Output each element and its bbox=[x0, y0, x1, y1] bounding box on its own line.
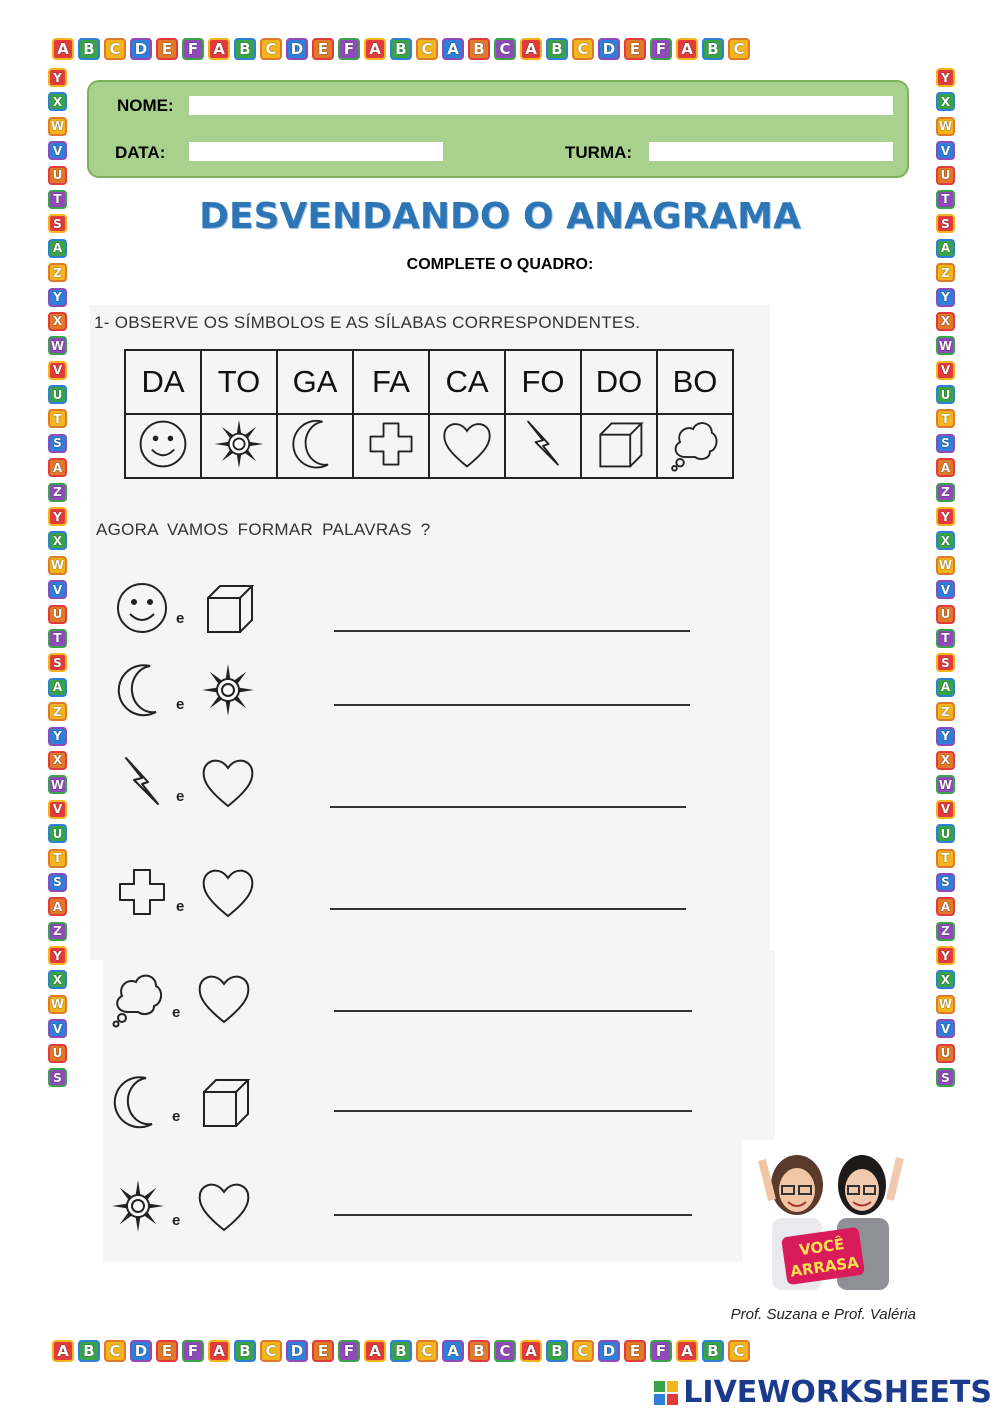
moon-icon bbox=[287, 416, 343, 472]
letter-block: Y bbox=[48, 288, 67, 307]
symbol-cell bbox=[353, 414, 429, 478]
letter-block: F bbox=[650, 38, 672, 60]
class-label: TURMA: bbox=[565, 143, 633, 162]
letter-block: A bbox=[936, 239, 955, 258]
letter-block: U bbox=[48, 166, 67, 185]
letter-block: Z bbox=[936, 702, 955, 721]
letter-block: S bbox=[48, 653, 67, 672]
syllable-text: DO bbox=[595, 364, 643, 399]
letter-block: A bbox=[364, 1340, 386, 1362]
letter-block: Z bbox=[936, 483, 955, 502]
exercise-row bbox=[112, 752, 712, 822]
letter-block: E bbox=[624, 38, 646, 60]
badge-line-1: VOCÊ bbox=[798, 1235, 846, 1260]
letter-block: S bbox=[936, 653, 955, 672]
letter-block: B bbox=[468, 1340, 490, 1362]
letter-block: X bbox=[48, 92, 67, 111]
symbol-cell bbox=[581, 414, 657, 478]
letter-block: T bbox=[48, 629, 67, 648]
letter-block: E bbox=[312, 1340, 334, 1362]
letter-block: C bbox=[494, 1340, 516, 1362]
letter-block: Y bbox=[936, 507, 955, 526]
heart-icon bbox=[194, 1176, 254, 1236]
letter-block: A bbox=[52, 1340, 74, 1362]
letter-block: Y bbox=[48, 507, 67, 526]
badge-line-2: ARRASA bbox=[789, 1253, 860, 1281]
syllable-cell bbox=[277, 350, 353, 414]
letter-block: Z bbox=[936, 263, 955, 282]
letter-block: A bbox=[364, 38, 386, 60]
heart-icon bbox=[439, 416, 495, 472]
letter-block: U bbox=[48, 824, 67, 843]
letter-block: U bbox=[48, 385, 67, 404]
sun-icon bbox=[211, 416, 267, 472]
moon-icon bbox=[112, 660, 172, 720]
letter-block: E bbox=[624, 1340, 646, 1362]
letter-block: V bbox=[48, 361, 67, 380]
letter-block: F bbox=[338, 1340, 360, 1362]
symbol-cell bbox=[201, 414, 277, 478]
answer-line[interactable] bbox=[330, 908, 686, 910]
letter-block: S bbox=[48, 1068, 67, 1087]
teachers-mascot-illustration bbox=[742, 1140, 912, 1305]
answer-line[interactable] bbox=[330, 806, 686, 808]
letter-block: U bbox=[48, 1044, 67, 1063]
letter-block: V bbox=[936, 361, 955, 380]
letter-block: X bbox=[48, 751, 67, 770]
conjunction-text: e bbox=[172, 1004, 181, 1021]
letter-block: C bbox=[104, 1340, 126, 1362]
exercise-row bbox=[112, 578, 712, 648]
cube-icon bbox=[591, 416, 647, 472]
letter-block: F bbox=[650, 1340, 672, 1362]
conjunction-text: e bbox=[176, 788, 185, 805]
exercise-first-symbol bbox=[108, 968, 168, 1033]
exercise-second-symbol bbox=[198, 578, 258, 643]
exercise-row bbox=[108, 1072, 708, 1142]
cube-icon bbox=[194, 1072, 254, 1132]
letter-block: S bbox=[936, 1068, 955, 1087]
heart-icon bbox=[198, 862, 258, 922]
exercise-row bbox=[108, 968, 708, 1038]
class-field[interactable] bbox=[649, 142, 893, 161]
letter-block: X bbox=[48, 312, 67, 331]
letter-block: Z bbox=[48, 263, 67, 282]
letter-block: T bbox=[48, 849, 67, 868]
letter-block: T bbox=[48, 190, 67, 209]
date-label: DATA: bbox=[115, 143, 166, 162]
letter-block: B bbox=[390, 1340, 412, 1362]
letter-block: A bbox=[48, 897, 67, 916]
letter-block: V bbox=[936, 800, 955, 819]
letter-block: V bbox=[48, 800, 67, 819]
exercise-second-symbol bbox=[194, 968, 254, 1033]
letter-block: W bbox=[936, 556, 955, 575]
letter-block: B bbox=[78, 1340, 100, 1362]
letter-block: A bbox=[52, 38, 74, 60]
letter-block: T bbox=[936, 849, 955, 868]
letter-block: X bbox=[48, 970, 67, 989]
letter-block: X bbox=[936, 970, 955, 989]
letter-block-border-top bbox=[52, 38, 750, 60]
syllable-text: CA bbox=[445, 364, 489, 399]
conjunction-text: e bbox=[176, 610, 185, 627]
exercise-row bbox=[112, 862, 712, 932]
symbol-cell bbox=[657, 414, 733, 478]
cross-icon bbox=[363, 416, 419, 472]
exercise-second-symbol bbox=[198, 862, 258, 927]
conjunction-text: e bbox=[172, 1108, 181, 1125]
letter-block: E bbox=[312, 38, 334, 60]
answer-line[interactable] bbox=[334, 704, 690, 706]
letter-block: Z bbox=[936, 922, 955, 941]
letter-block: C bbox=[260, 38, 282, 60]
letter-block: T bbox=[48, 409, 67, 428]
letter-block: B bbox=[468, 38, 490, 60]
letter-block: X bbox=[48, 531, 67, 550]
letter-block: C bbox=[728, 1340, 750, 1362]
letter-block: Y bbox=[936, 288, 955, 307]
date-field[interactable] bbox=[189, 142, 443, 161]
letter-block: A bbox=[208, 38, 230, 60]
letter-block: D bbox=[286, 1340, 308, 1362]
answer-line[interactable] bbox=[334, 630, 690, 632]
syllable-row bbox=[125, 350, 733, 414]
letter-block: D bbox=[130, 1340, 152, 1362]
letter-block: V bbox=[936, 141, 955, 160]
letter-block: U bbox=[48, 605, 67, 624]
exercise-first-symbol bbox=[112, 578, 172, 643]
letter-block: W bbox=[936, 336, 955, 355]
letter-block: U bbox=[936, 385, 955, 404]
letter-block: T bbox=[936, 409, 955, 428]
letter-block: A bbox=[936, 897, 955, 916]
exercise-second-symbol bbox=[194, 1072, 254, 1137]
smiley-icon bbox=[112, 578, 172, 638]
syllable-cell bbox=[429, 350, 505, 414]
letter-block: B bbox=[234, 38, 256, 60]
instruction-text: 1- OBSERVE OS SÍMBOLOS E AS SÍLABAS CORRESPONDENTES. bbox=[94, 313, 641, 332]
letter-block: V bbox=[936, 1019, 955, 1038]
letter-block: U bbox=[936, 1044, 955, 1063]
moon-icon bbox=[108, 1072, 168, 1132]
letter-block: F bbox=[182, 38, 204, 60]
letter-block: S bbox=[48, 873, 67, 892]
syllable-cell bbox=[505, 350, 581, 414]
letter-block: V bbox=[48, 141, 67, 160]
author-credit: Prof. Suzana e Prof. Valéria bbox=[730, 1306, 916, 1323]
letter-block: C bbox=[416, 38, 438, 60]
letter-block: W bbox=[48, 336, 67, 355]
letter-block: W bbox=[48, 556, 67, 575]
exercise-second-symbol bbox=[194, 1176, 254, 1241]
letter-block: A bbox=[676, 38, 698, 60]
cube-icon bbox=[198, 578, 258, 638]
heart-icon bbox=[194, 968, 254, 1028]
letter-block: E bbox=[156, 38, 178, 60]
heart-icon bbox=[198, 752, 258, 812]
letter-block: V bbox=[48, 580, 67, 599]
letter-block: A bbox=[936, 458, 955, 477]
sun-icon bbox=[198, 660, 258, 720]
letter-block: C bbox=[104, 38, 126, 60]
cloud-icon bbox=[108, 968, 168, 1028]
student-info-box bbox=[87, 80, 909, 178]
symbol-cell bbox=[125, 414, 201, 478]
exercise-second-symbol bbox=[198, 660, 258, 725]
brand-name: LIVEWORKSHEETS bbox=[683, 1375, 992, 1410]
lightning-icon bbox=[515, 416, 571, 472]
name-field[interactable] bbox=[189, 96, 893, 115]
syllable-cell bbox=[657, 350, 733, 414]
letter-block: D bbox=[286, 38, 308, 60]
syllable-cell bbox=[353, 350, 429, 414]
symbol-cell bbox=[429, 414, 505, 478]
letter-block: A bbox=[48, 458, 67, 477]
prompt-text: AGORA VAMOS FORMAR PALAVRAS ? bbox=[96, 520, 431, 539]
syllable-text: TO bbox=[217, 364, 261, 399]
letter-block: U bbox=[936, 605, 955, 624]
letter-block: B bbox=[702, 1340, 724, 1362]
letter-block: U bbox=[936, 166, 955, 185]
sun-icon bbox=[108, 1176, 168, 1236]
letter-block: S bbox=[48, 434, 67, 453]
letter-block: W bbox=[936, 117, 955, 136]
letter-block: A bbox=[676, 1340, 698, 1362]
letter-block: S bbox=[936, 214, 955, 233]
lightning-icon bbox=[112, 752, 172, 812]
exercise-row bbox=[112, 660, 712, 730]
symbol-row bbox=[125, 414, 733, 478]
letter-block: A bbox=[936, 678, 955, 697]
letter-block: Z bbox=[48, 702, 67, 721]
exercise-first-symbol bbox=[112, 660, 172, 725]
liveworksheets-icon bbox=[654, 1381, 678, 1405]
letter-block: A bbox=[442, 38, 464, 60]
letter-block: B bbox=[546, 38, 568, 60]
syllable-table bbox=[124, 349, 734, 479]
page-subtitle: COMPLETE O QUADRO: bbox=[406, 256, 594, 273]
exercise-first-symbol bbox=[112, 862, 172, 927]
letter-block: C bbox=[416, 1340, 438, 1362]
smiley-icon bbox=[135, 416, 191, 472]
letter-block: X bbox=[936, 92, 955, 111]
letter-block: X bbox=[936, 531, 955, 550]
answer-line[interactable] bbox=[334, 1214, 692, 1216]
syllable-cell bbox=[201, 350, 277, 414]
letter-block: Y bbox=[936, 946, 955, 965]
letter-block: X bbox=[936, 312, 955, 331]
answer-line[interactable] bbox=[334, 1110, 692, 1112]
letter-block-border-bottom bbox=[52, 1340, 750, 1362]
exercise-first-symbol bbox=[108, 1072, 168, 1137]
letter-block: Z bbox=[48, 922, 67, 941]
conjunction-text: e bbox=[176, 696, 185, 713]
letter-block: B bbox=[702, 38, 724, 60]
letter-block: W bbox=[48, 117, 67, 136]
letter-block: B bbox=[546, 1340, 568, 1362]
letter-block: D bbox=[598, 38, 620, 60]
letter-block: Z bbox=[48, 483, 67, 502]
letter-block: V bbox=[936, 580, 955, 599]
syllable-text: GA bbox=[292, 364, 338, 399]
exercise-first-symbol bbox=[108, 1176, 168, 1241]
letter-block: S bbox=[936, 434, 955, 453]
cloud-icon bbox=[667, 416, 723, 472]
conjunction-text: e bbox=[172, 1212, 181, 1229]
letter-block: A bbox=[520, 38, 542, 60]
letter-block: D bbox=[598, 1340, 620, 1362]
letter-block: W bbox=[936, 775, 955, 794]
exercise-first-symbol bbox=[112, 752, 172, 817]
letter-block: A bbox=[520, 1340, 542, 1362]
letter-block: S bbox=[936, 873, 955, 892]
letter-block: X bbox=[936, 751, 955, 770]
syllable-text: FO bbox=[521, 364, 565, 399]
name-label: NOME: bbox=[117, 96, 174, 115]
letter-block: A bbox=[48, 678, 67, 697]
letter-block: C bbox=[728, 38, 750, 60]
syllable-text: DA bbox=[141, 364, 185, 399]
letter-block: C bbox=[572, 38, 594, 60]
symbol-cell bbox=[277, 414, 353, 478]
letter-block: U bbox=[936, 824, 955, 843]
letter-block: C bbox=[494, 38, 516, 60]
letter-block: A bbox=[442, 1340, 464, 1362]
letter-block: W bbox=[48, 775, 67, 794]
letter-block: Y bbox=[48, 946, 67, 965]
letter-block: T bbox=[936, 629, 955, 648]
letter-block: A bbox=[48, 239, 67, 258]
answer-line[interactable] bbox=[334, 1010, 692, 1012]
letter-block: T bbox=[936, 190, 955, 209]
syllable-cell bbox=[581, 350, 657, 414]
letter-block: D bbox=[130, 38, 152, 60]
syllable-text: BO bbox=[672, 364, 718, 399]
letter-block: B bbox=[390, 38, 412, 60]
letter-block: C bbox=[572, 1340, 594, 1362]
exercise-second-symbol bbox=[198, 752, 258, 817]
letter-block: C bbox=[260, 1340, 282, 1362]
syllable-cell bbox=[125, 350, 201, 414]
letter-block: S bbox=[48, 214, 67, 233]
letter-block: Y bbox=[48, 68, 67, 87]
letter-block: A bbox=[208, 1340, 230, 1362]
letter-block: F bbox=[338, 38, 360, 60]
letter-block: Y bbox=[48, 727, 67, 746]
syllable-text: FA bbox=[372, 364, 410, 399]
letter-block: Y bbox=[936, 68, 955, 87]
conjunction-text: e bbox=[176, 898, 185, 915]
letter-block: Y bbox=[936, 727, 955, 746]
liveworksheets-logo[interactable] bbox=[654, 1375, 992, 1410]
symbol-cell bbox=[505, 414, 581, 478]
exercise-row bbox=[108, 1176, 708, 1246]
letter-block: W bbox=[48, 995, 67, 1014]
letter-block: B bbox=[234, 1340, 256, 1362]
letter-block: W bbox=[936, 995, 955, 1014]
cross-icon bbox=[112, 862, 172, 922]
letter-block: F bbox=[182, 1340, 204, 1362]
letter-block: E bbox=[156, 1340, 178, 1362]
page-title: DESVENDANDO O ANAGRAMA bbox=[199, 196, 801, 237]
letter-block: V bbox=[48, 1019, 67, 1038]
letter-block: B bbox=[78, 38, 100, 60]
